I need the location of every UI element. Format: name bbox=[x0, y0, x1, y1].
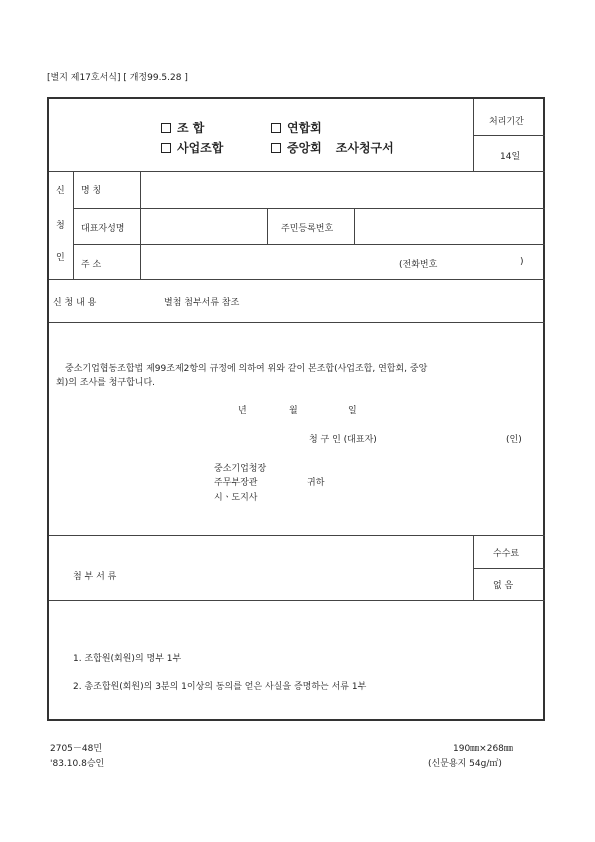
applicant-label-3: 인 bbox=[56, 253, 65, 263]
attachments-label: 첨 부 서 류 bbox=[73, 572, 117, 582]
paper-size: 190㎜×268㎜ bbox=[453, 744, 513, 754]
addressee-minister: 주무부장관 bbox=[214, 478, 258, 488]
processing-period-label: 처리기간 bbox=[489, 117, 524, 127]
option-federation: 연합회 bbox=[271, 119, 322, 136]
requester-label: 청 구 인 (대표자) bbox=[309, 435, 377, 445]
representative-label: 대표자성명 bbox=[81, 224, 125, 234]
resident-number-label: 주민등록번호 bbox=[281, 224, 334, 234]
approval-date: '83.10.8승인 bbox=[50, 759, 105, 769]
attachment-item-1: 1. 조합원(회원)의 명부 1부 bbox=[73, 654, 182, 664]
phone-label: (전화번호 bbox=[399, 260, 438, 270]
checkbox-icon bbox=[161, 143, 171, 153]
option-central-association: 중앙회 조사청구서 bbox=[271, 139, 394, 156]
body-line-1: 중소기업협동조합법 제99조제2항의 규정에 의하여 위와 같이 본조합(사업조합, 연합회, 중앙 bbox=[65, 364, 428, 374]
applicant-label-2: 청 bbox=[56, 221, 65, 231]
attachment-item-2: 2. 총조합원(회원)의 3분의 1이상의 동의를 얻은 사실을 증명하는 서류 1부 bbox=[73, 682, 367, 692]
checkbox-icon bbox=[271, 143, 281, 153]
phone-close: ) bbox=[520, 257, 524, 267]
approval-number: 2705－48민 bbox=[50, 744, 103, 754]
option-business-cooperative: 사업조합 bbox=[161, 139, 223, 156]
name-label: 명 칭 bbox=[81, 186, 102, 196]
date-year: 년 bbox=[238, 406, 247, 416]
checkbox-icon bbox=[161, 123, 171, 133]
fee-value: 없 음 bbox=[493, 581, 514, 591]
seal-label: (인) bbox=[506, 435, 522, 445]
address-label: 주 소 bbox=[81, 260, 102, 270]
date-month: 월 bbox=[289, 406, 298, 416]
applicant-label-1: 신 bbox=[56, 186, 65, 196]
paper-type: (신문용지 54g/㎡) bbox=[428, 759, 502, 769]
addressee-sme: 중소기업청장 bbox=[214, 464, 267, 474]
processing-period-value: 14일 bbox=[500, 152, 521, 162]
checkbox-icon bbox=[271, 123, 281, 133]
request-content-label: 신 청 내 용 bbox=[53, 298, 97, 308]
option-cooperative: 조 합 bbox=[161, 119, 204, 136]
body-line-2: 회)의 조사를 청구합니다. bbox=[56, 378, 156, 388]
application-form bbox=[47, 97, 545, 721]
addressee-governor: 시ㆍ도지사 bbox=[214, 493, 258, 503]
request-content-value: 별첨 첨부서류 참조 bbox=[164, 298, 240, 308]
fee-label: 수수료 bbox=[493, 549, 520, 559]
document-title: 조사청구서 bbox=[335, 141, 394, 155]
honorific: 귀하 bbox=[307, 478, 325, 488]
date-day: 일 bbox=[348, 406, 357, 416]
form-reference: [별지 제17호서식] [ 개정99.5.28 ] bbox=[47, 73, 188, 83]
